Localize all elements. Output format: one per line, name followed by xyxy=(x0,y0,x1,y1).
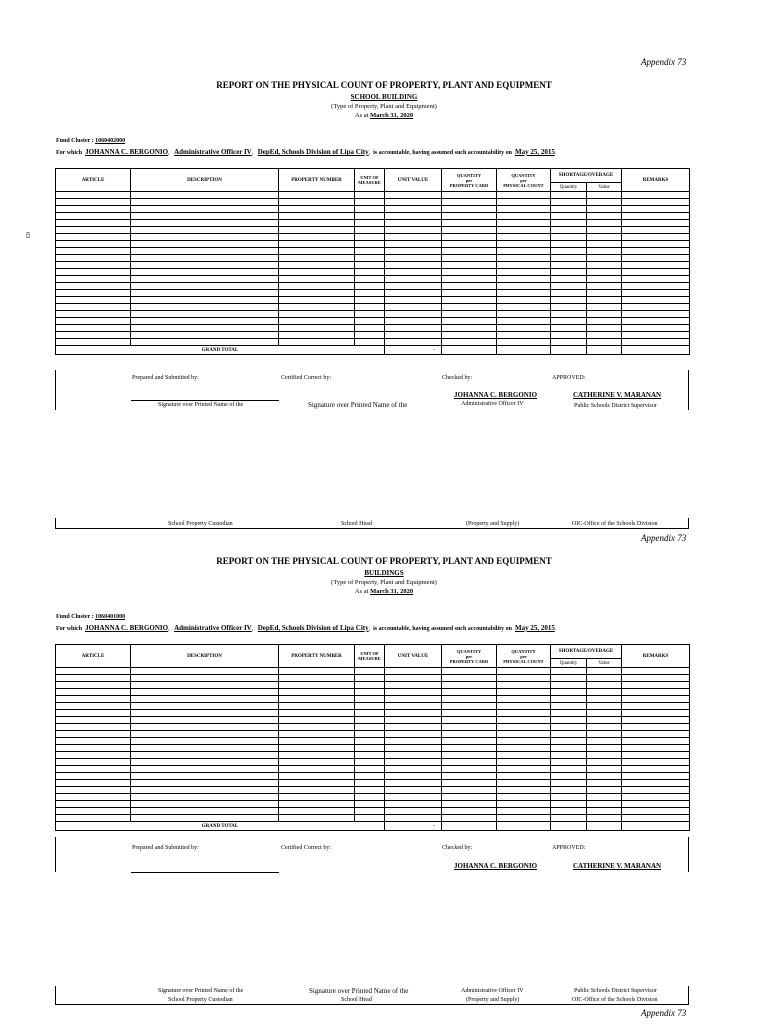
table-row xyxy=(56,283,690,290)
checker-title-2: Administrative Officer IV xyxy=(461,988,524,994)
custodian-caption: School Property Custodian xyxy=(168,521,233,527)
checker-name-2: JOHANNA C. BERGONIO xyxy=(454,862,538,870)
table-row xyxy=(56,703,690,710)
col-description: DESCRIPTION xyxy=(131,169,279,192)
col-qty-property-card xyxy=(442,645,497,668)
table-row xyxy=(56,262,690,269)
approver-title-2: Public Schools District Supervisor xyxy=(574,988,657,994)
table-row xyxy=(56,234,690,241)
table-row xyxy=(56,682,690,689)
table-row xyxy=(56,206,690,213)
qty-card-line1: QUANTITY xyxy=(456,648,482,654)
grand-total-value: - xyxy=(385,346,442,355)
fund-cluster-line xyxy=(56,138,125,144)
table-row xyxy=(56,801,690,808)
table-row xyxy=(56,731,690,738)
table-body xyxy=(56,192,690,355)
accountable-phrase-2: is accountable, having assumed such accountability on xyxy=(373,626,512,632)
table-row xyxy=(56,339,690,346)
checker-sub-2: (Property and Supply) xyxy=(466,997,520,1003)
table-row xyxy=(56,787,690,794)
table-row xyxy=(56,773,690,780)
col-shortage-quantity: Quantity xyxy=(551,183,587,192)
col-description: DESCRIPTION xyxy=(131,645,279,668)
fund-cluster-label: Fund Cluster : xyxy=(56,138,94,144)
qty-card-line1: QUANTITY xyxy=(456,172,482,178)
as-at-line-2 xyxy=(0,588,768,595)
prepared-label-2: Prepared and Submitted by: xyxy=(132,845,199,851)
col-property-number: PROPERTY NUMBER xyxy=(279,645,355,668)
property-table-2 xyxy=(55,644,690,831)
approver-name-2: CATHERINE V. MARANAN xyxy=(573,862,662,870)
prepared-sig-caption-2: Signature over Printed Name of the xyxy=(158,988,244,994)
col-remarks: REMARKS xyxy=(622,645,690,668)
col-unit-of-measure: UNIT OF MEASURE xyxy=(355,169,385,192)
qty-phys-line2: per xyxy=(520,653,527,659)
col-shortage-overage: SHORTAGE/OVERAGE xyxy=(551,645,622,659)
fund-cluster-value: 1060402000 xyxy=(95,138,126,144)
fund-cluster-line-2 xyxy=(56,614,125,620)
qty-phys-line2: per xyxy=(520,177,527,183)
report-title-2: REPORT ON THE PHYSICAL COUNT OF PROPERTY, PLANT AND EQUIPMENT xyxy=(216,556,552,566)
approver-name: CATHERINE V. MARANAN xyxy=(573,391,662,399)
table-row xyxy=(56,276,690,283)
custodian-caption-2: School Property Custodian xyxy=(168,997,233,1003)
table-row xyxy=(56,297,690,304)
qty-card-line2: per xyxy=(465,653,473,659)
table-row xyxy=(56,675,690,682)
head-caption-2: School Head xyxy=(341,997,372,1003)
qty-phys-line3: PHYSICAL COUNT xyxy=(503,658,544,664)
checker-title: Administrative Officer IV xyxy=(461,401,524,407)
col-unit-of-measure: UNIT OF MEASURE xyxy=(355,645,385,668)
table-body-2 xyxy=(56,668,690,831)
accountable-name: JOHANNA C. BERGONIO xyxy=(85,148,169,156)
table-row xyxy=(56,745,690,752)
certified-label: Certified Correct by: xyxy=(281,375,331,381)
checker-name: JOHANNA C. BERGONIO xyxy=(454,391,538,399)
accountable-date: May 25, 2015 xyxy=(514,148,555,156)
fund-cluster-value-2: 1060401000 xyxy=(95,614,126,620)
table-row xyxy=(56,668,690,675)
table-row xyxy=(56,759,690,766)
col-shortage-value: Value xyxy=(587,183,622,192)
table-row xyxy=(56,325,690,332)
table-row xyxy=(56,318,690,325)
certified-sig-caption-2: Signature over Printed Name of the xyxy=(309,987,409,995)
for-which-label: For which xyxy=(56,150,83,156)
as-at-date: March 31, 2020 xyxy=(370,112,414,119)
table-row xyxy=(56,696,690,703)
table-row xyxy=(56,290,690,297)
table-row xyxy=(56,304,690,311)
prepared-label: Prepared and Submitted by: xyxy=(132,375,199,381)
table-row xyxy=(56,269,690,276)
table-row xyxy=(56,199,690,206)
qty-phys-line3: PHYSICAL COUNT xyxy=(503,182,544,188)
checker-sub: (Property and Supply) xyxy=(466,521,520,527)
qty-phys-line1: QUANTITY xyxy=(511,172,536,178)
table-row xyxy=(56,717,690,724)
col-shortage-overage: SHORTAGE/OVERAGE xyxy=(551,169,622,183)
grand-total-label: GRAND TOTAL xyxy=(56,822,385,831)
head-caption: School Head xyxy=(341,521,372,527)
type-label-2: (Type of Property, Plant and Equipment) xyxy=(331,579,437,586)
grand-total-label: GRAND TOTAL xyxy=(56,346,385,355)
table-row xyxy=(56,220,690,227)
approver-sub: OIC-Office of the Schools Division xyxy=(572,521,658,527)
table-row xyxy=(56,780,690,787)
table-row xyxy=(56,794,690,801)
table-row xyxy=(56,241,690,248)
accountability-line-2: For which JOHANNA C. BERGONIO, Administrative Officer IV, DepEd, Schools Division of Lipa City, is accountable, having assumed such accountability on May 25, 2015. xyxy=(56,624,557,632)
approved-label: APPROVED: xyxy=(552,375,586,381)
checked-label: Checked by: xyxy=(442,375,473,381)
col-remarks: REMARKS xyxy=(622,169,690,192)
table-row xyxy=(56,248,690,255)
table-row xyxy=(56,724,690,731)
as-at-date-2: March 31, 2020 xyxy=(370,588,414,595)
table-row xyxy=(56,738,690,745)
type-label: (Type of Property, Plant and Equipment) xyxy=(331,103,437,110)
col-qty-property-card xyxy=(442,169,497,192)
table-row xyxy=(56,227,690,234)
col-shortage-quantity: Quantity xyxy=(551,659,587,668)
table-row xyxy=(56,815,690,822)
table-row xyxy=(56,255,690,262)
col-qty-physical-count xyxy=(497,169,551,192)
appendix-label-2: Appendix 73 xyxy=(641,533,687,543)
col-unit-value: UNIT VALUE xyxy=(385,645,442,668)
for-which-label-2: For which xyxy=(56,626,83,632)
qty-card-line3: PROPERTY CARD xyxy=(449,182,489,188)
appendix-label: Appendix 73 xyxy=(641,57,687,67)
certified-label-2: Certified Correct by: xyxy=(281,845,331,851)
certified-sig-caption: Signature over Printed Name of the xyxy=(308,401,408,409)
accountable-office: DepEd, Schools Division of Lipa City xyxy=(257,148,369,156)
approver-sub-2: OIC-Office of the Schools Division xyxy=(572,997,658,1003)
as-at-label-2: As at xyxy=(354,588,369,595)
col-unit-value: UNIT VALUE xyxy=(385,169,442,192)
qty-phys-line1: QUANTITY xyxy=(511,648,536,654)
grand-total-row xyxy=(56,822,690,831)
table-row xyxy=(56,689,690,696)
table-row xyxy=(56,311,690,318)
accountable-office-2: DepEd, Schools Division of Lipa City xyxy=(257,624,369,632)
accountable-name-2: JOHANNA C. BERGONIO xyxy=(85,624,169,632)
table-row xyxy=(56,752,690,759)
table-row xyxy=(56,332,690,339)
table-row xyxy=(56,808,690,815)
accountable-phrase: is accountable, having assumed such accountability on xyxy=(373,150,512,156)
prepared-sig-caption: Signature over Printed Name of the xyxy=(158,402,244,408)
accountable-position: Administrative Officer IV xyxy=(174,148,252,156)
appendix-label-3: Appendix 73 xyxy=(641,1008,687,1018)
accountability-line: For which JOHANNA C. BERGONIO, Administrative Officer IV, DepEd, Schools Division of Lipa City, is accountable, having assumed such accountability on May 25, 2015. xyxy=(56,148,557,156)
as-at-line xyxy=(0,112,768,119)
qty-card-line3: PROPERTY CARD xyxy=(449,658,489,664)
col-article: ARTICLE xyxy=(56,169,131,192)
property-type-2: BUILDINGS xyxy=(364,569,404,577)
col-article: ARTICLE xyxy=(56,645,131,668)
fund-cluster-label-2: Fund Cluster : xyxy=(56,614,94,620)
table-row xyxy=(56,710,690,717)
report-title: REPORT ON THE PHYSICAL COUNT OF PROPERTY, PLANT AND EQUIPMENT xyxy=(216,80,552,90)
checked-label-2: Checked by: xyxy=(442,845,473,851)
grand-total-value: - xyxy=(385,822,442,831)
side-mark: 63 xyxy=(24,232,30,238)
as-at-label: As at xyxy=(354,112,369,119)
accountable-date-2: May 25, 2015 xyxy=(514,624,555,632)
table-row xyxy=(56,192,690,199)
property-type: SCHOOL BUILDING xyxy=(350,93,418,101)
table-row xyxy=(56,766,690,773)
grand-total-row xyxy=(56,346,690,355)
accountable-position-2: Administrative Officer IV xyxy=(174,624,252,632)
col-property-number: PROPERTY NUMBER xyxy=(279,169,355,192)
approved-label-2: APPROVED: xyxy=(552,845,586,851)
property-table xyxy=(55,168,690,355)
table-row xyxy=(56,213,690,220)
approver-title: Public Schools District Supervisor xyxy=(574,403,657,409)
qty-card-line2: per xyxy=(465,177,473,183)
col-shortage-value: Value xyxy=(587,659,622,668)
col-qty-physical-count xyxy=(497,645,551,668)
